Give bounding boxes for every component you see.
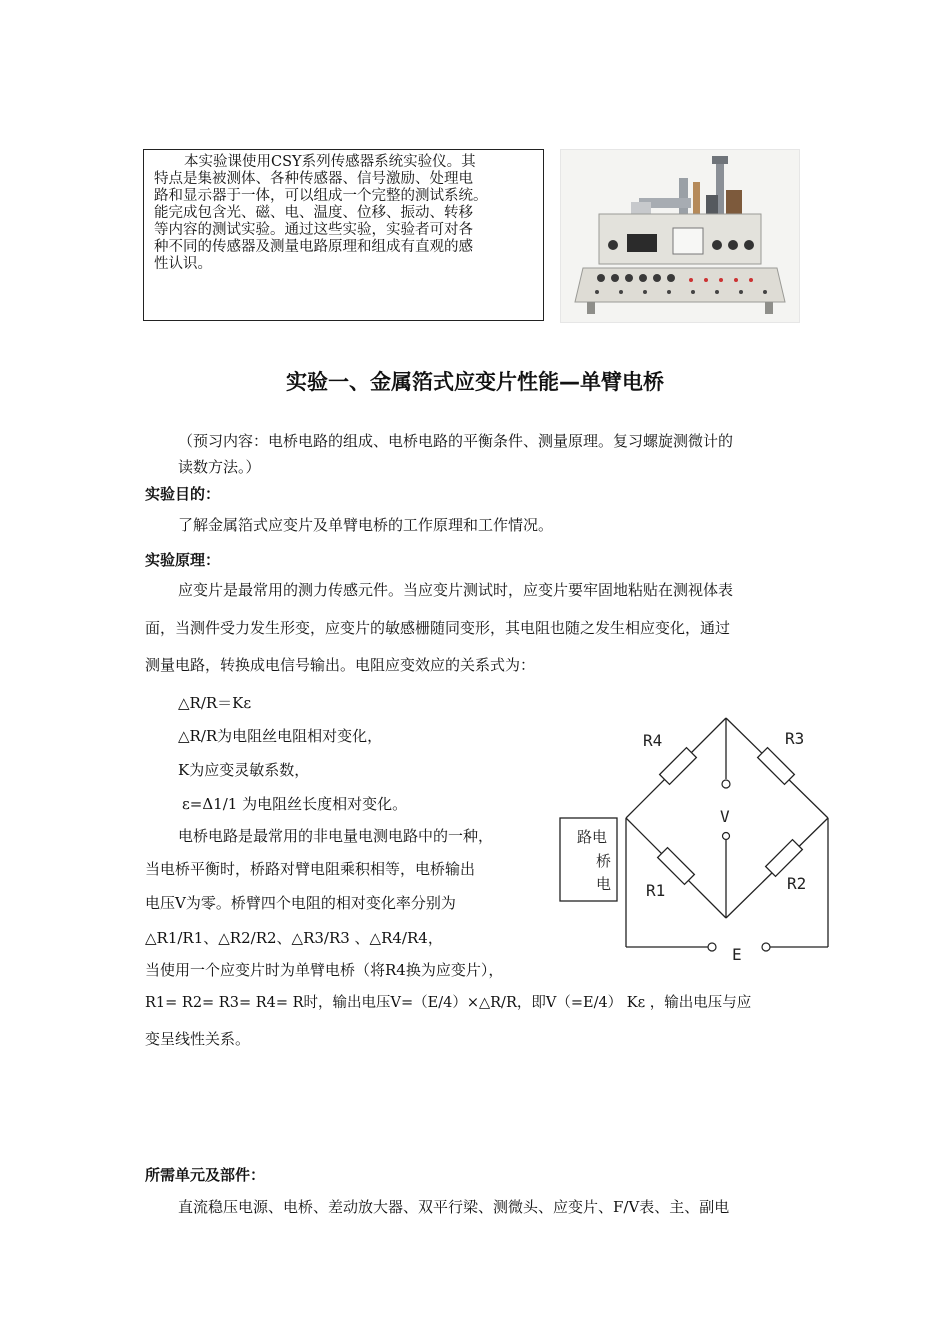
label-r1: R1	[646, 881, 666, 900]
principle-heading: 实验原理：	[145, 551, 221, 569]
box-label-line: 路电	[577, 828, 608, 846]
label-r3: R3	[785, 729, 805, 748]
box-label-line: 电	[596, 875, 612, 893]
resistor-r1	[658, 848, 695, 885]
box-label-line: 桥	[596, 852, 612, 870]
label-r2: R2	[787, 874, 807, 893]
instrument-illustration	[561, 150, 799, 322]
output-line-1: R1= R2= R3= R4= R时，输出电压V=（E/4）×△R/R，即V（=E/4） Kε ，输出电压与应	[145, 995, 752, 1011]
purpose-heading: 实验目的：	[145, 485, 221, 503]
resistor-r3	[758, 748, 795, 785]
purpose-text: 了解金属箔式应变片及单臂电桥的工作原理和工作情况。	[178, 516, 554, 534]
intro-line: 本实验课使用CSY系列传感器系统实验仪。其	[184, 154, 476, 170]
intro-line: 路和显示器于一体，可以组成一个完整的测试系统。	[154, 188, 488, 204]
intro-line: 特点是集被测体、各种传感器、信号激励、处理电	[154, 171, 473, 187]
intro-line: 能完成包含光、磁、电、温度、位移、振动、转移	[154, 205, 473, 221]
bridge-line: 电桥电路是最常用的非电量电测电路中的一种，	[178, 827, 494, 845]
bridge-line: 电压V为零。桥臂四个电阻的相对变化率分别为	[145, 894, 456, 912]
bridge-line: 当电桥平衡时，桥路对臂电阻乘积相等，电桥输出	[145, 860, 476, 878]
terminal-e-left	[708, 943, 716, 951]
bridge-line: △R1/R1、△R2/R2、△R3/R3 、△R4/R4，	[145, 929, 443, 947]
preview-line-1: （预习内容：电桥电路的组成、电桥电路的平衡条件、测量原理。复习螺旋测微计的	[178, 432, 734, 450]
parts-heading: 所需单元及部件：	[145, 1166, 266, 1184]
definition-3: ε=Δ1/1 为电阻丝长度相对变化。	[182, 795, 408, 813]
terminal-e-right	[762, 943, 770, 951]
parts-text: 直流稳压电源、电桥、差动放大器、双平行梁、测微头、应变片、F/V表、主、副电	[178, 1198, 730, 1216]
terminal-v-top	[722, 780, 730, 788]
resistor-r4	[660, 748, 697, 785]
label-r4: R4	[643, 731, 663, 750]
label-e: E	[732, 945, 742, 964]
terminal-v-bottom	[723, 833, 730, 840]
label-v: V	[720, 807, 730, 826]
intro-box	[143, 149, 544, 321]
intro-line: 等内容的测试实验。通过这些实验，实验者可对各	[154, 222, 473, 238]
principle-line: 测量电路，转换成电信号输出。电阻应变效应的关系式为：	[145, 656, 536, 674]
intro-line: 种不同的传感器及测量电路原理和组成有直观的感	[154, 239, 473, 255]
preview-line-2: 读数方法。）	[178, 458, 261, 476]
principle-line: 面，当测件受力发生形变，应变片的敏感栅随同变形，其电阻也随之发生相应变化，通过	[145, 619, 731, 637]
resistor-r2	[766, 840, 803, 877]
definition-1: △R/R为电阻丝电阻相对变化，	[178, 727, 383, 745]
bridge-line: 当使用一个应变片时为单臂电桥（将R4换为应变片），	[145, 961, 504, 979]
bridge-circuit-diagram	[555, 700, 855, 970]
output-line-2: 变呈线性关系。	[145, 1030, 251, 1048]
intro-line: 性认识。	[154, 256, 212, 272]
instrument-photo	[560, 149, 800, 323]
formula: △R/R＝Kε	[178, 694, 252, 712]
principle-line: 应变片是最常用的测力传感元件。当应变片测试时，应变片要牢固地粘贴在测视体表	[178, 581, 734, 599]
experiment-title: 实验一、金属箔式应变片性能—单臂电桥	[286, 370, 664, 394]
definition-2: K为应变灵敏系数，	[178, 761, 310, 779]
